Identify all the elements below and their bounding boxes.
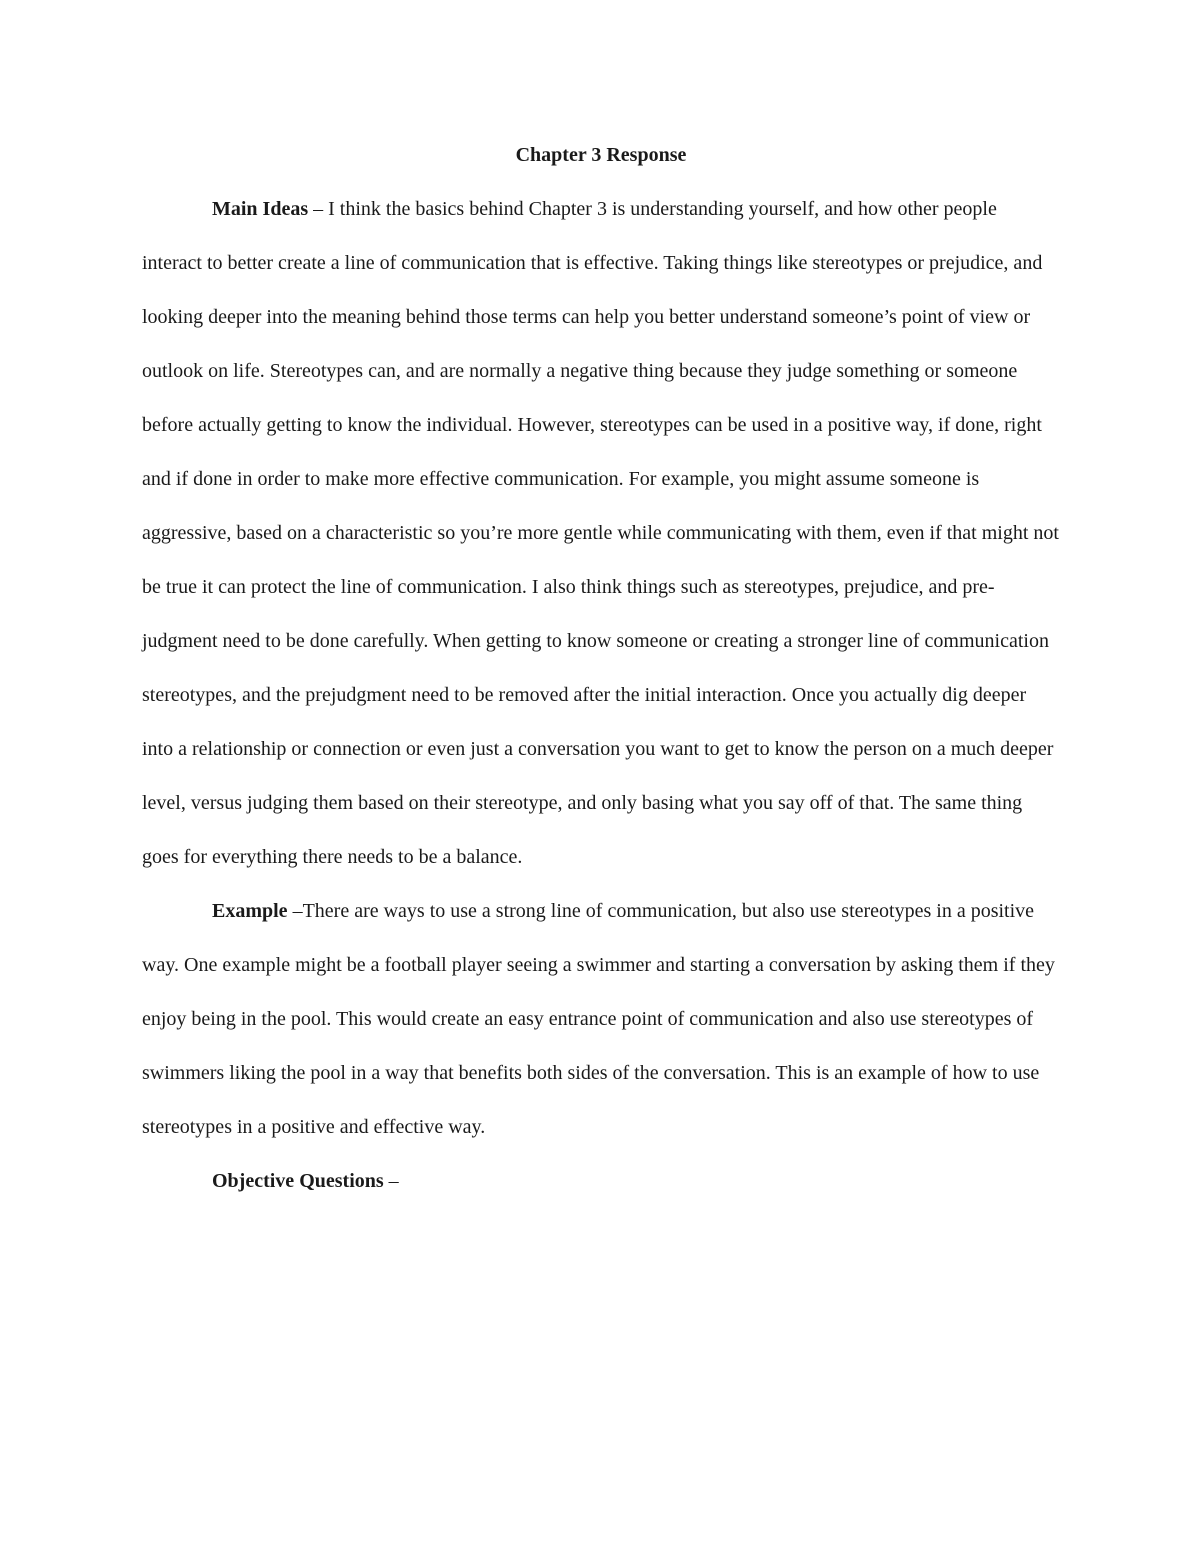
objective-questions-text: –	[388, 1170, 399, 1192]
main-ideas-heading: Main Ideas	[212, 198, 309, 220]
main-ideas-paragraph	[142, 182, 1060, 884]
example-paragraph	[142, 884, 1060, 1154]
document-page	[142, 128, 1060, 1208]
example-heading: Example	[212, 900, 288, 922]
page-title: Chapter 3 Response	[515, 144, 687, 166]
objective-questions-heading: Objective Questions	[212, 1170, 384, 1192]
objective-questions-paragraph	[142, 1154, 1060, 1208]
example-text: –There are ways to use a strong line of communication, but also use stereotypes in a positive way. One example might be a football player seeing a swimmer and starting a conversation by asking them if they enjoy being in the pool. This would create an easy entrance point of communication and also use stereotypes of swimmers liking the pool in a way that benefits both sides of the conversation. This is an example of how to use stereotypes in a positive and effective way.	[142, 900, 1055, 1138]
main-ideas-text: – I think the basics behind Chapter 3 is understanding yourself, and how other people interact to better create a line of communication that is effective. Taking things like stereotypes or prejudice, and looking deeper into the meaning behind those terms can help you better understand someone’s point of view or outlook on life. Stereotypes can, and are normally a negative thing because they judge something or someone before actually getting to know the individual. However, stereotypes can be used in a positive way, if done, right and if done in order to make more effective communication. For example, you might assume someone is aggressive, based on a characteristic so you’re more gentle while communicating with them, even if that might not be true it can protect the line of communication. I also think things such as stereotypes, prejudice, and pre-judgment need to be done carefully. When getting to know someone or creating a stronger line of communication stereotypes, and the prejudgment need to be removed after the initial interaction. Once you actually dig deeper into a relationship or connection or even just a conversation you want to get to know the person on a much deeper level, versus judging them based on their stereotype, and only basing what you say off of that. The same thing goes for everything there needs to be a balance.	[142, 198, 1059, 868]
